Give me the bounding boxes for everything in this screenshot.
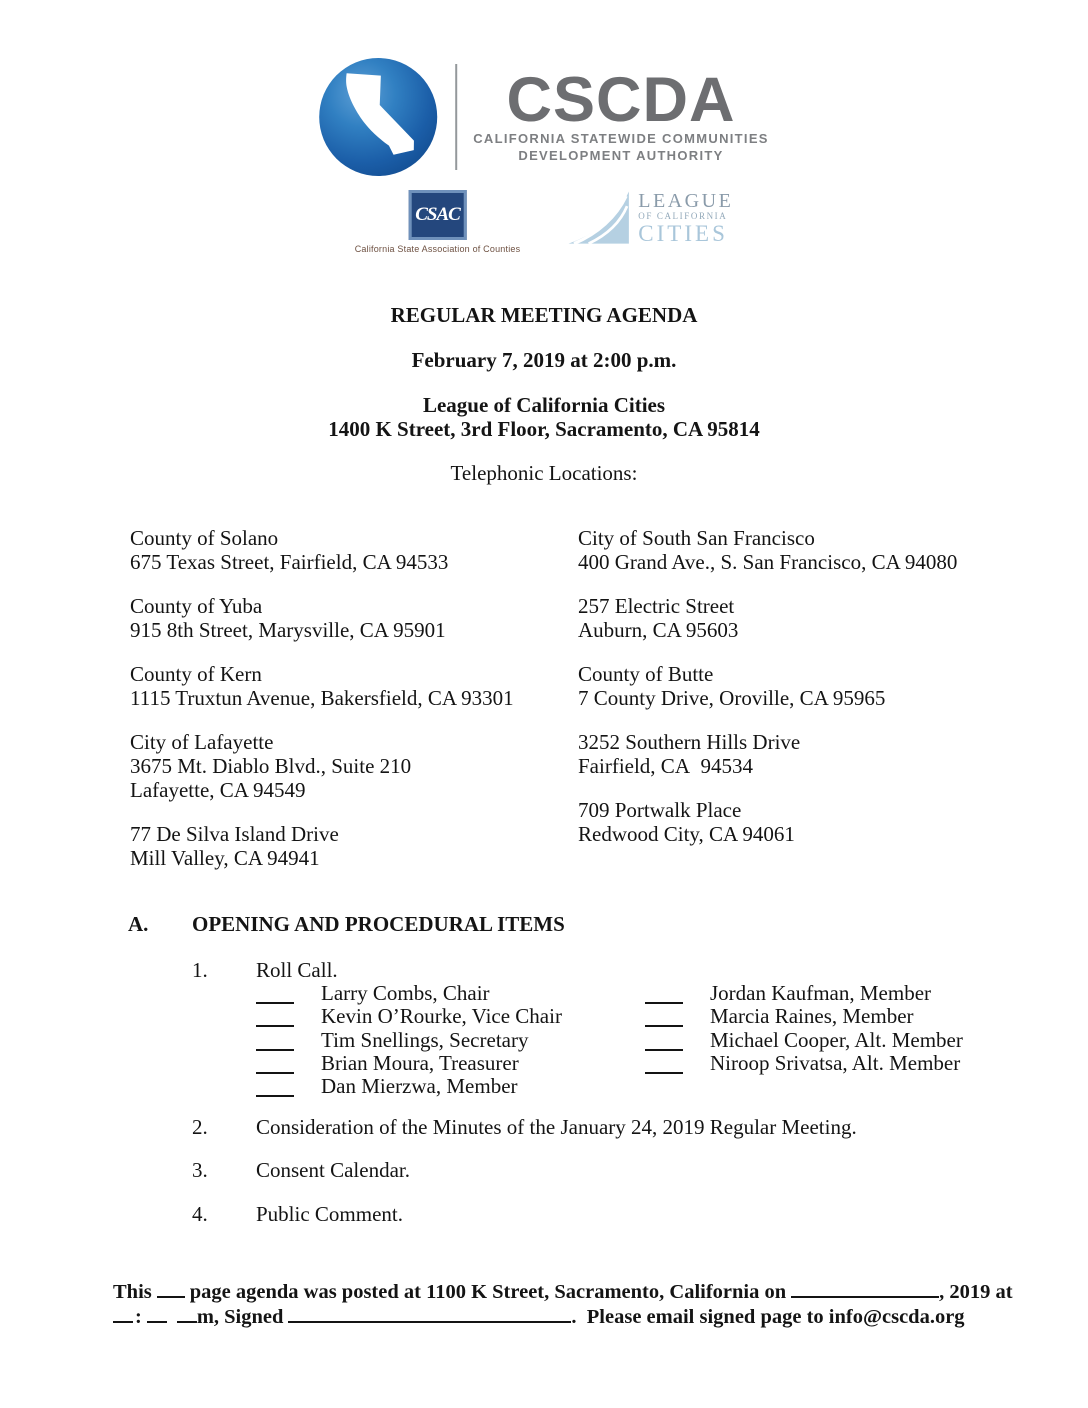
roll-call-blank-line bbox=[256, 1006, 294, 1027]
roll-call-blank-line bbox=[645, 983, 683, 1004]
logo-acronym: CSCDA bbox=[506, 65, 736, 135]
title-block bbox=[0, 303, 1088, 485]
footer-text: . bbox=[571, 1306, 577, 1328]
item-number: 2. bbox=[192, 1115, 208, 1139]
location-line: Auburn, CA 95603 bbox=[578, 618, 739, 642]
location-line: City of Lafayette bbox=[130, 730, 274, 754]
telephonic-locations-label: Telephonic Locations: bbox=[450, 461, 638, 485]
roll-call-name: Dan Mierzwa, Member bbox=[321, 1073, 518, 1098]
meeting-datetime: February 7, 2019 at 2:00 p.m. bbox=[411, 348, 677, 372]
footer-line-2 bbox=[113, 1305, 1018, 1330]
roll-call-name: Jordan Kaufman, Member bbox=[710, 981, 932, 1006]
location-item bbox=[578, 662, 957, 710]
item-number: 3. bbox=[192, 1158, 208, 1182]
logo-subtitle-line1: CALIFORNIA STATEWIDE COMMUNITIES bbox=[473, 131, 769, 146]
location-line: 257 Electric Street bbox=[578, 594, 735, 618]
page-count-blank bbox=[157, 1281, 185, 1298]
roll-call-blank-line bbox=[256, 1030, 294, 1051]
csac-acronym: CSAC bbox=[415, 204, 460, 225]
location-line: 1115 Truxtun Avenue, Bakersfield, CA 93301 bbox=[130, 686, 514, 710]
agenda-item-consent-calendar bbox=[192, 1158, 410, 1182]
location-line: 675 Texas Street, Fairfield, CA 94533 bbox=[130, 550, 449, 574]
location-item bbox=[578, 798, 957, 846]
location-line: County of Kern bbox=[130, 662, 262, 686]
location-item bbox=[130, 594, 514, 642]
roll-call-name: Michael Cooper, Alt. Member bbox=[710, 1027, 963, 1052]
roll-call-left-column bbox=[256, 981, 562, 1097]
roll-call-entry bbox=[645, 981, 963, 1004]
roll-call-name: Larry Combs, Chair bbox=[321, 981, 490, 1006]
location-line: 7 County Drive, Oroville, CA 95965 bbox=[578, 686, 886, 710]
location-item bbox=[578, 594, 957, 642]
roll-call-name: Marcia Raines, Member bbox=[710, 1004, 914, 1029]
league-word-cities: CITIES bbox=[638, 221, 728, 246]
roll-call-entry bbox=[645, 1027, 963, 1050]
logo-divider bbox=[455, 64, 457, 170]
location-item bbox=[130, 822, 514, 870]
cscda-logo bbox=[319, 58, 769, 176]
footer-text: : bbox=[135, 1306, 142, 1328]
agenda-item-minutes bbox=[192, 1115, 1012, 1139]
item-text: Consideration of the Minutes of the January 24, 2019 Regular Meeting. bbox=[256, 1115, 857, 1139]
partner-logos bbox=[355, 190, 734, 254]
location-line: County of Butte bbox=[578, 662, 714, 686]
footer-text: page agenda was posted at 1100 K Street, Sacramento, California on bbox=[189, 1281, 787, 1303]
roll-call-name: Tim Snellings, Secretary bbox=[321, 1027, 529, 1052]
location-line: 915 8th Street, Marysville, CA 95901 bbox=[130, 618, 446, 642]
league-word-league: LEAGUE bbox=[638, 190, 734, 212]
venue-address: 1400 K Street, 3rd Floor, Sacramento, CA 95814 bbox=[328, 417, 760, 441]
item-number: 4. bbox=[192, 1202, 208, 1226]
agenda-item-roll-call bbox=[192, 958, 338, 982]
roll-call-blank-line bbox=[256, 1053, 294, 1074]
league-word-of-california: OF CALIFORNIA bbox=[638, 211, 728, 221]
roll-call-blank-line bbox=[645, 1030, 683, 1051]
locations-left-column bbox=[130, 526, 514, 890]
footer-email-note: Please email signed page to info@cscda.org bbox=[586, 1306, 965, 1328]
roll-call-blank-line bbox=[256, 983, 294, 1004]
am-pm-blank bbox=[177, 1306, 197, 1323]
location-item bbox=[130, 730, 514, 802]
roll-call-entry bbox=[256, 981, 562, 1004]
location-line: 3675 Mt. Diablo Blvd., Suite 210 bbox=[130, 754, 412, 778]
location-line: 77 De Silva Island Drive bbox=[130, 822, 339, 846]
item-text: Consent Calendar. bbox=[256, 1158, 410, 1182]
csac-logo bbox=[355, 190, 521, 254]
california-globe-icon bbox=[319, 58, 437, 176]
location-line: Mill Valley, CA 94941 bbox=[130, 846, 320, 870]
roll-call-entry bbox=[645, 1051, 963, 1074]
posting-certification-footer bbox=[113, 1280, 1018, 1330]
location-line: City of South San Francisco bbox=[578, 526, 815, 550]
location-line: County of Yuba bbox=[130, 594, 263, 618]
section-a-heading bbox=[128, 912, 565, 937]
location-line: Lafayette, CA 94549 bbox=[130, 778, 306, 802]
location-item bbox=[130, 526, 514, 574]
location-line: Redwood City, CA 94061 bbox=[578, 822, 795, 846]
location-line: 709 Portwalk Place bbox=[578, 798, 742, 822]
hour-blank bbox=[113, 1306, 133, 1323]
league-of-california-cities-logo bbox=[566, 190, 733, 246]
roll-call-entry bbox=[256, 1051, 562, 1074]
location-line: Fairfield, CA 94534 bbox=[578, 754, 753, 778]
location-line: County of Solano bbox=[130, 526, 279, 550]
posting-date-blank bbox=[791, 1281, 939, 1298]
roll-call-name: Kevin O’Rourke, Vice Chair bbox=[321, 1004, 562, 1029]
logo-subtitle-line2: DEVELOPMENT AUTHORITY bbox=[518, 148, 724, 163]
footer-line-1 bbox=[113, 1280, 1018, 1305]
meeting-venue bbox=[0, 393, 1088, 441]
signature-blank bbox=[288, 1306, 571, 1323]
roll-call-right-column bbox=[645, 981, 963, 1074]
section-title: OPENING AND PROCEDURAL ITEMS bbox=[192, 912, 565, 936]
roll-call-entry bbox=[256, 1074, 562, 1097]
footer-text: m, Signed bbox=[196, 1306, 284, 1328]
roll-call-entry bbox=[256, 1004, 562, 1027]
csac-caption: California State Association of Counties bbox=[354, 244, 521, 254]
league-swoosh-icon bbox=[566, 190, 630, 246]
footer-text: This bbox=[113, 1281, 152, 1303]
location-line: 400 Grand Ave., S. San Francisco, CA 94080 bbox=[578, 550, 958, 574]
roll-call-blank-line bbox=[645, 1006, 683, 1027]
minute-blank bbox=[147, 1306, 167, 1323]
location-item bbox=[130, 662, 514, 710]
item-text: Roll Call. bbox=[256, 958, 338, 982]
roll-call-blank-line bbox=[645, 1053, 683, 1074]
roll-call-blank-line bbox=[256, 1076, 294, 1097]
roll-call-entry bbox=[645, 1004, 963, 1027]
roll-call-entry bbox=[256, 1027, 562, 1050]
locations-right-column bbox=[578, 526, 957, 866]
location-item bbox=[578, 526, 957, 574]
item-text: Public Comment. bbox=[256, 1202, 403, 1226]
roll-call-name: Brian Moura, Treasurer bbox=[321, 1050, 519, 1075]
csac-logo-box bbox=[409, 190, 467, 240]
section-letter: A. bbox=[128, 912, 149, 936]
roll-call-name: Niroop Srivatsa, Alt. Member bbox=[710, 1050, 961, 1075]
document-title: REGULAR MEETING AGENDA bbox=[390, 303, 698, 327]
item-number: 1. bbox=[192, 958, 208, 982]
location-line: 3252 Southern Hills Drive bbox=[578, 730, 801, 754]
agenda-item-public-comment bbox=[192, 1202, 403, 1226]
footer-text: , 2019 at bbox=[939, 1281, 1013, 1303]
venue-name: League of California Cities bbox=[422, 393, 666, 417]
location-item bbox=[578, 730, 957, 778]
